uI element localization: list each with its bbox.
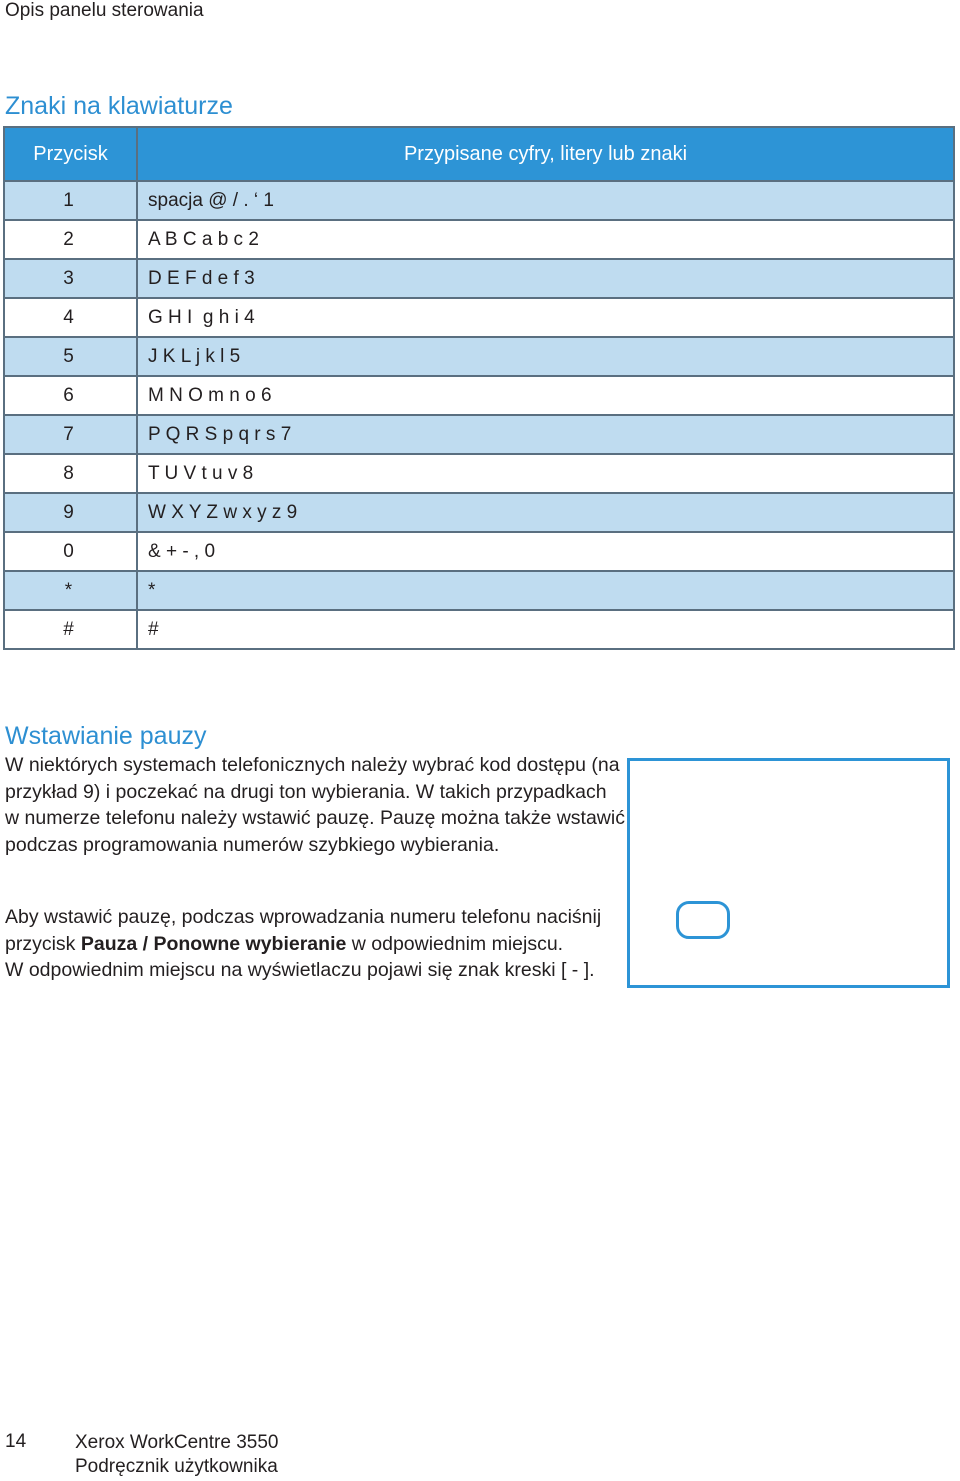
keyboard-characters-table bbox=[3, 126, 955, 650]
table-row bbox=[4, 415, 954, 454]
characters-cell: # bbox=[137, 610, 954, 649]
pause-redial-button-illustration bbox=[676, 901, 730, 939]
characters-cell: & + - , 0 bbox=[137, 532, 954, 571]
table-row bbox=[4, 493, 954, 532]
characters-cell: M N O m n o 6 bbox=[137, 376, 954, 415]
table-row bbox=[4, 259, 954, 298]
table-row bbox=[4, 181, 954, 220]
key-cell: 1 bbox=[4, 181, 137, 220]
key-cell: # bbox=[4, 610, 137, 649]
characters-cell: A B C a b c 2 bbox=[137, 220, 954, 259]
key-cell: 6 bbox=[4, 376, 137, 415]
key-cell: 2 bbox=[4, 220, 137, 259]
characters-cell: W X Y Z w x y z 9 bbox=[137, 493, 954, 532]
table-row bbox=[4, 610, 954, 649]
characters-cell: J K L j k l 5 bbox=[137, 337, 954, 376]
key-cell: 9 bbox=[4, 493, 137, 532]
key-cell: 7 bbox=[4, 415, 137, 454]
characters-cell: D E F d e f 3 bbox=[137, 259, 954, 298]
table-row bbox=[4, 454, 954, 493]
characters-cell: G H I g h i 4 bbox=[137, 298, 954, 337]
characters-cell: P Q R S p q r s 7 bbox=[137, 415, 954, 454]
table-row bbox=[4, 376, 954, 415]
key-cell: 8 bbox=[4, 454, 137, 493]
header-key: Przycisk bbox=[4, 127, 137, 181]
key-cell: 3 bbox=[4, 259, 137, 298]
instruction-text-start: Aby wstawić pauzę, podczas wprowadzania numeru telefonu naciśnij przycisk bbox=[5, 906, 602, 955]
table-row bbox=[4, 220, 954, 259]
pause-intro-paragraph: W niektórych systemach telefonicznych należy wybrać kod dostępu (na przykład 9) i poczekać na drugi ton wybierania. W takich przypadkach w numerze telefonu należy wstawić pauzę. Pauzę można także wstawić podczas programowania numerów szybkiego wybierania. bbox=[5, 754, 625, 856]
table-row bbox=[4, 337, 954, 376]
key-cell: 0 bbox=[4, 532, 137, 571]
product-name: Xerox WorkCentre 3550 bbox=[75, 1432, 279, 1453]
display-dash-note: W odpowiednim miejscu na wyświetlaczu pojawi się znak kreski [ - ]. bbox=[5, 959, 595, 981]
instruction-text-end: w odpowiednim miejscu. bbox=[346, 932, 564, 955]
manual-name: Podręcznik użytkownika bbox=[75, 1456, 278, 1477]
characters-cell: * bbox=[137, 571, 954, 610]
table-row bbox=[4, 571, 954, 610]
key-cell: 5 bbox=[4, 337, 137, 376]
section-title-keyboard: Znaki na klawiaturze bbox=[5, 91, 233, 120]
pause-redial-button-name: Pauza / Ponowne wybieranie bbox=[80, 932, 347, 955]
section-title-pause: Wstawianie pauzy bbox=[5, 721, 207, 750]
characters-cell: T U V t u v 8 bbox=[137, 454, 954, 493]
running-header: Opis panelu sterowania bbox=[5, 0, 204, 21]
pause-instruction-paragraph bbox=[5, 904, 625, 984]
footer-product bbox=[75, 1431, 278, 1479]
table-row bbox=[4, 298, 954, 337]
header-characters: Przypisane cyfry, litery lub znaki bbox=[137, 127, 954, 181]
key-cell: 4 bbox=[4, 298, 137, 337]
characters-cell: spacja @ / . ‘ 1 bbox=[137, 181, 954, 220]
page-number: 14 bbox=[5, 1431, 27, 1452]
control-panel-illustration bbox=[627, 758, 950, 988]
table-row bbox=[4, 532, 954, 571]
key-cell: * bbox=[4, 571, 137, 610]
table-header-row bbox=[4, 127, 954, 181]
